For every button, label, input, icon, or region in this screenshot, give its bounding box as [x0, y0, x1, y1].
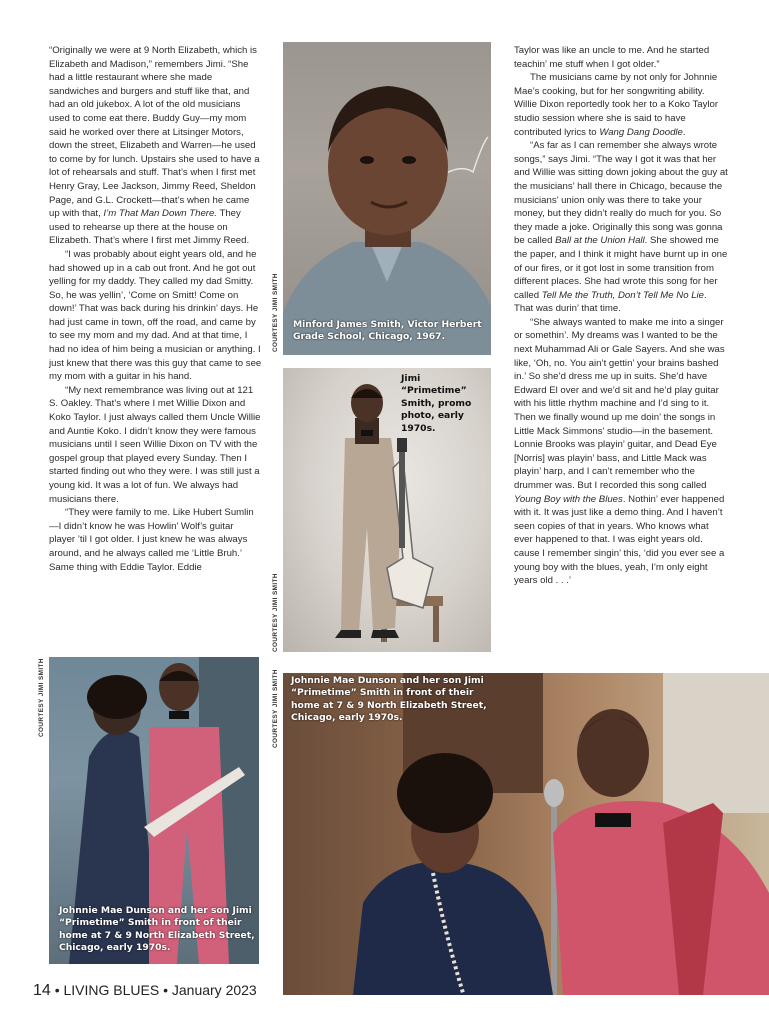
paragraph: The musicians came by not only for Johnnie Mae’s cooking, but for her songwriting ability. Willie Dixon reportedly took her to a Koko Taylor studio session where she is said to have contributed lyrics to Wang Dang Doodle.: [514, 72, 719, 138]
photo-credit: COURTESY JIMI SMITH: [38, 658, 45, 737]
paragraph: “Originally we were at 9 North Elizabeth, which is Elizabeth and Madison,” remembers Jimi. “She had a little restaurant where she made sandwiches and burgers and stuff like that, and had an old jukebox. A lot of the old musicians used to come eat there. Buddy Guy—my mom said he worked over there at Litsinger Motors, down the street, Elizabeth and Warren—he used to come by for lunch. Upstairs she used to have a lot of rehearsals and stuff. That’s when I first met Henry Gray, Lee Jackson, Jimmy Reed, Sheldon Page, and G.L. Crockett—that’s when he came up with that, I’m That Man Down There. They used to rehearse up there at the house on Elizabeth. That’s where I first met Jimmy Reed.: [49, 45, 260, 247]
photo-caption: Johnnie Mae Dunson and her son Jimi “Primetime” Smith in front of their home at 7 & 9 North Elizabeth Street, Chicago, early 1970s.: [59, 905, 255, 954]
photo-credit: COURTESY JIMI SMITH: [272, 573, 279, 652]
photo-credit: COURTESY JIMI SMITH: [272, 669, 279, 748]
portrait-photo-school: [283, 42, 491, 355]
family-photo-large: [283, 673, 769, 995]
song-title: Ball at the Union Hall: [555, 235, 645, 247]
photo-caption: Minford James Smith, Victor Herbert Grade School, Chicago, 1967.: [293, 319, 482, 343]
photo-caption: Jimi “Primetime” Smith, promo photo, early 1970s.: [401, 373, 472, 434]
issue-date: January 2023: [171, 982, 257, 998]
song-title: I’m That Man Down There.: [103, 208, 217, 220]
page-footer: [33, 982, 257, 1000]
portrait-illustration: [283, 42, 491, 355]
song-title: Tell Me the Truth, Don’t Tell Me No Lie: [541, 289, 705, 301]
article-column-left: [49, 44, 262, 574]
paragraph: “My next remembrance was living out at 121 S. Oakley. That’s where I met Willie Dixon and Koko Taylor. I just always called them Uncle Willie and Auntie Koko. I didn’t know they were famous musicians until I seen Willie Dixon on TV with the gospel group that played every Sunday. Then I started finding out who they were. I was still just a young kid. It was a lot of fun. We always had musicians there.: [49, 384, 261, 505]
magazine-name: LIVING BLUES: [63, 982, 160, 998]
paragraph: “I was probably about eight years old, and he had showed up in a cab out front. And he got out yelling for my daddy. They called my dad Smitty. So, he was yellin’, ‘Come on Smitt! Come on down!’ That was back during his drinkin’ days. He had just came in town, off the road, and came by to see my mom and my dad. And at that time, I had no idea of him being a musician or anything. I just knew that there was this guy that came to see my mom with a guitar in his hand.: [49, 248, 262, 383]
song-title: Wang Dang Doodle: [599, 126, 683, 138]
paragraph: “As far as I can remember she always wrote songs,” says Jimi. “The way I got it was that her and Willie was sitting down joking about the guy at the musicians’ hall there in Chicago, because the musicians’ union only was there to take your money, but they didn’t really do much for you. So they made a joke. Originally this song was gonna be called Ball at the Union Hall. She showed me the paper, and I think it might have burnt up in one of our fires, or it got lost in some transition from different places. She had wrote this song for her called Tell Me the Truth, Don’t Tell Me No Lie. That was durin’ that time.: [514, 140, 728, 315]
separator: •: [54, 982, 60, 998]
family-photo-small: [49, 657, 259, 964]
paragraph: Taylor was like an uncle to me. And he started teachin’ me stuff when I got older.”: [514, 45, 710, 70]
article-column-right: [514, 44, 728, 588]
photo-credit: COURTESY JIMI SMITH: [272, 273, 279, 352]
separator: •: [163, 982, 168, 998]
paragraph: “They were family to me. Like Hubert Sumlin—I didn’t know he was Howlin’ Wolf’s guitar player ’til I got older. I just knew he was always around, and he always called me ‘Little Bruh.’ Same thing with Eddie Taylor. Eddie: [49, 507, 254, 573]
promo-photo: [283, 368, 491, 652]
song-title: Young Boy with the Blues: [514, 493, 623, 505]
photo-caption: Johnnie Mae Dunson and her son Jimi “Primetime” Smith in front of their home at 7 & 9 North Elizabeth Street, Chicago, early 1970s.: [291, 675, 487, 724]
paragraph: “She always wanted to make me into a singer or somethin’. My dreams was I wanted to be the next Muhammad Ali or Gale Sayers. And she was like, ‘Oh, no. You ain’t gettin’ your brains bashed in.’ So she’d dress me up in suits. She’d have Edward El over and we’d sit and he’d play guitar with his little rhythm machine and I’d sing to it. Then we finally wound up me doin’ the songs in Little Mack Simmons’ studio—in the basement. Lonnie Brooks was playin’ guitar, and Dead Eye [Norris] was playin’ bass, and Little Mack was playin’ harp, and I can’t remember who the drummer was. But I recorded this song called Young Boy with the Blues. Nothin’ ever happened with it. It was just like a demo thing. And I haven’t seen copies of that in years. Who knows what ever happened to that. I was eight years old. cause I remember singin’ this, ‘did you ever see a young boy with the blues, yeah, I’m only eight years old . . .’: [514, 316, 725, 587]
page-number: 14: [33, 982, 51, 999]
